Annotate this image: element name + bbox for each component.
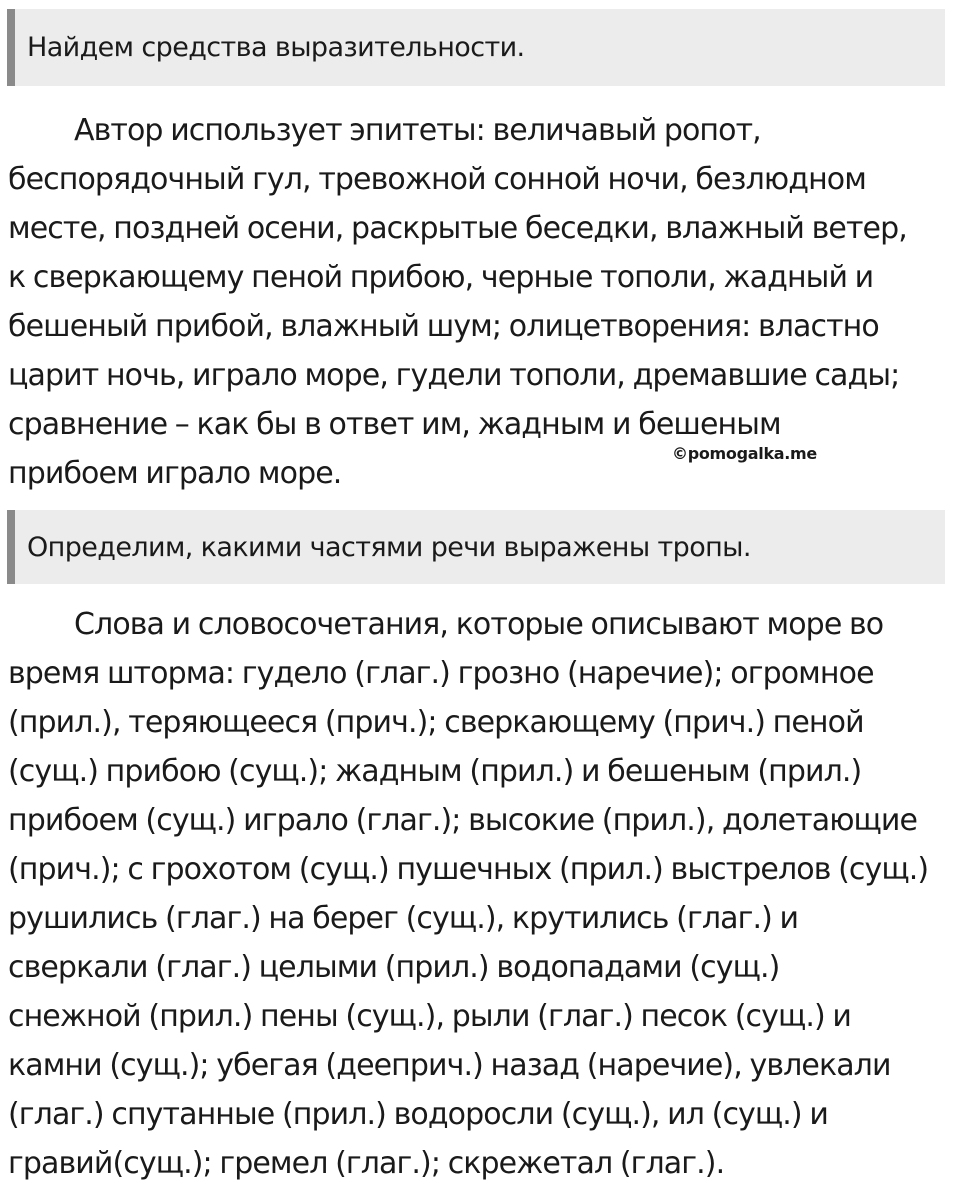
text-line: месте, поздней осени, раскрытые беседки, влажный ветер,	[8, 211, 907, 246]
watermark: ©pomogalka.me	[672, 444, 817, 463]
text-line: беспорядочный гул, тревожной сонной ночи, безлюдном	[8, 162, 866, 197]
paragraph-means-of-expression	[8, 106, 958, 498]
text-line: Слова и словосочетания, которые описывают море во	[74, 607, 884, 642]
text-line: (прич.); с грохотом (сущ.) пушечных (прил.) выстрелов (сущ.)	[8, 852, 929, 887]
text-line: прибоем (сущ.) играло (глаг.); высокие (прил.), долетающие	[8, 803, 918, 838]
text-line: (прил.), теряющееся (прич.); сверкающему (прич.) пеной	[8, 705, 864, 740]
text-line: время шторма: гудело (глаг.) грозно (наречие); огромное	[8, 656, 874, 691]
section-header-text: Определим, какими частями речи выражены тропы.	[27, 531, 751, 563]
section-header-means-of-expression	[7, 9, 945, 86]
text-line: (сущ.) прибою (сущ.); жадным (прил.) и бешеным (прил.)	[8, 754, 862, 789]
text-line: снежной (прил.) пены (сущ.), рыли (глаг.) песок (сущ.) и	[8, 999, 851, 1034]
section-header-parts-of-speech	[7, 510, 945, 584]
text-line: к сверкающему пеной прибою, черные тополи, жадный и	[8, 260, 874, 295]
text-line: бешеный прибой, влажный шум; олицетворения: властно	[8, 309, 879, 344]
text-line: сверкали (глаг.) целыми (прил.) водопадами (сущ.)	[8, 950, 780, 985]
text-line: (глаг.) спутанные (прил.) водоросли (сущ.), ил (сущ.) и	[8, 1097, 828, 1132]
text-line: прибоем играло море.	[8, 456, 342, 491]
text-line: сравнение – как бы в ответ им, жадным и бешеным	[8, 407, 781, 442]
text-line: рушились (глаг.) на берег (сущ.), крутились (глаг.) и	[8, 901, 799, 936]
text-line: Автор использует эпитеты: величавый ропот,	[74, 113, 761, 148]
section-header-text: Найдем средства выразительности.	[27, 32, 525, 63]
text-line: камни (сущ.); убегая (дееприч.) назад (наречие), увлекали	[8, 1048, 891, 1083]
text-line: гравий(сущ.); гремел (глаг.); скрежетал (глаг.).	[8, 1146, 725, 1181]
paragraph-parts-of-speech	[8, 600, 958, 1188]
text-line: царит ночь, играло море, гудели тополи, дремавшие сады;	[8, 358, 900, 393]
